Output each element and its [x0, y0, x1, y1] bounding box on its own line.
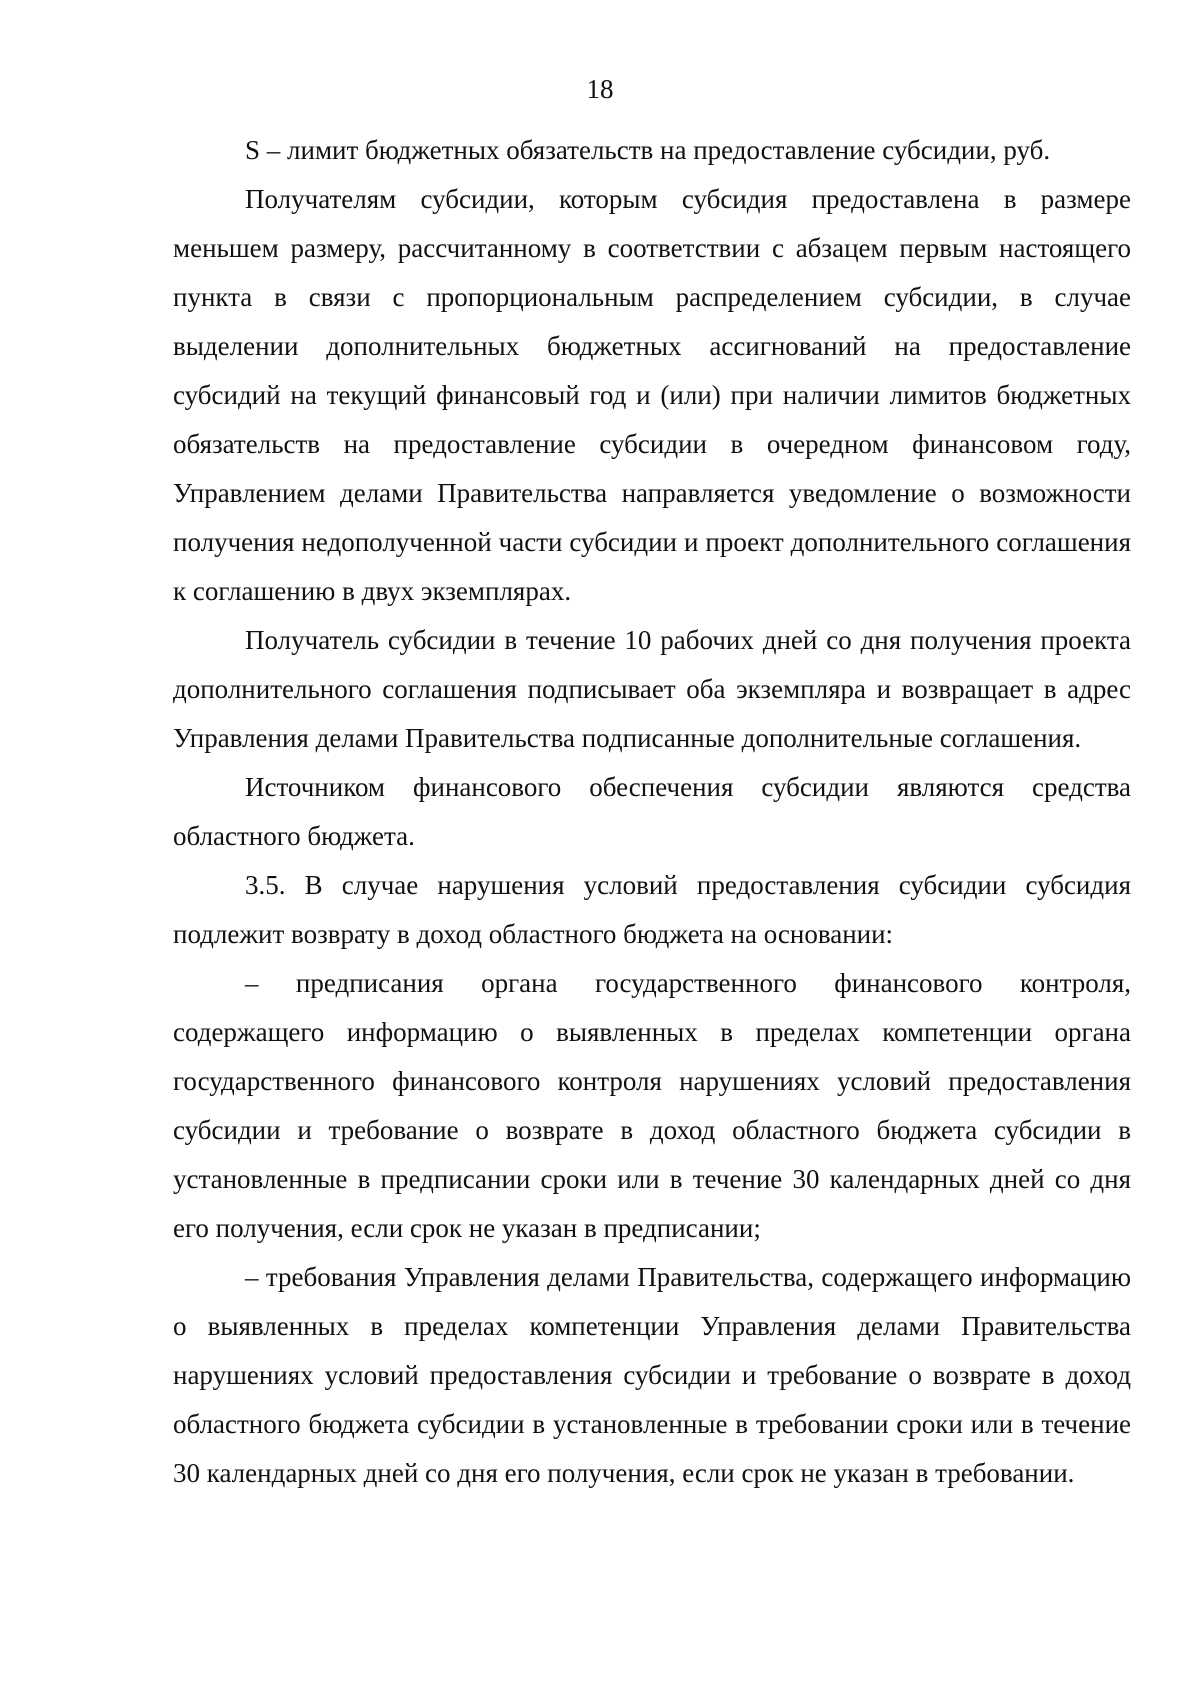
list-item-management-demand: – требования Управления делами Правительства, содержащего информацию о выявленных в пределах компетенции Управления делами Правительства нарушениях условий предоставления субсидии и требование о возврате в доход областного бюджета субсидии в установленные в требовании сроки или в течение 30 календарных дней со дня его получения, если срок не указан в требовании.: [173, 1262, 1131, 1488]
list-item-control-order: – предписания органа государственного финансового контроля, содержащего информацию о выявленных в пределах компетенции органа государственного финансового контроля нарушениях условий предоставления субсидии и требование о возврате в доход областного бюджета субсидии в установленные в предписании сроки или в течение 30 календарных дней со дня его получения, если срок не указан в предписании;: [173, 968, 1131, 1243]
page-number: 18: [586, 74, 614, 104]
paragraph-budget-limit-definition: S – лимит бюджетных обязательств на предоставление субсидии, руб.: [245, 135, 1051, 165]
paragraph-additional-subsidy-notice: Получателям субсидии, которым субсидия предоставлена в размере меньшем размеру, рассчитанному в соответствии с абзацем первым настоящего пункта в связи с пропорциональным распределением субсидии, в случае выделении дополнительных бюджетных ассигнований на предоставление субсидий на текущий финансовый год и (или) при наличии лимитов бюджетных обязательств на предоставление субсидии в очередном финансовом году, Управлением делами Правительства направляется уведомление о возможности получения недополученной части субсидии и проект дополнительного соглашения к соглашению в двух экземплярах.: [173, 184, 1131, 606]
paragraph-funding-source: Источником финансового обеспечения субсидии являются средства областного бюджета.: [173, 772, 1131, 851]
document-body: [173, 126, 1131, 1498]
paragraph-recipient-signing: Получатель субсидии в течение 10 рабочих дней со дня получения проекта дополнительного соглашения подписывает оба экземпляра и возвращает в адрес Управления делами Правительства подписанные дополнительные соглашения.: [173, 625, 1131, 753]
paragraph-section-3-5: 3.5. В случае нарушения условий предоставления субсидии субсидия подлежит возврату в доход областного бюджета на основании:: [173, 870, 1131, 949]
